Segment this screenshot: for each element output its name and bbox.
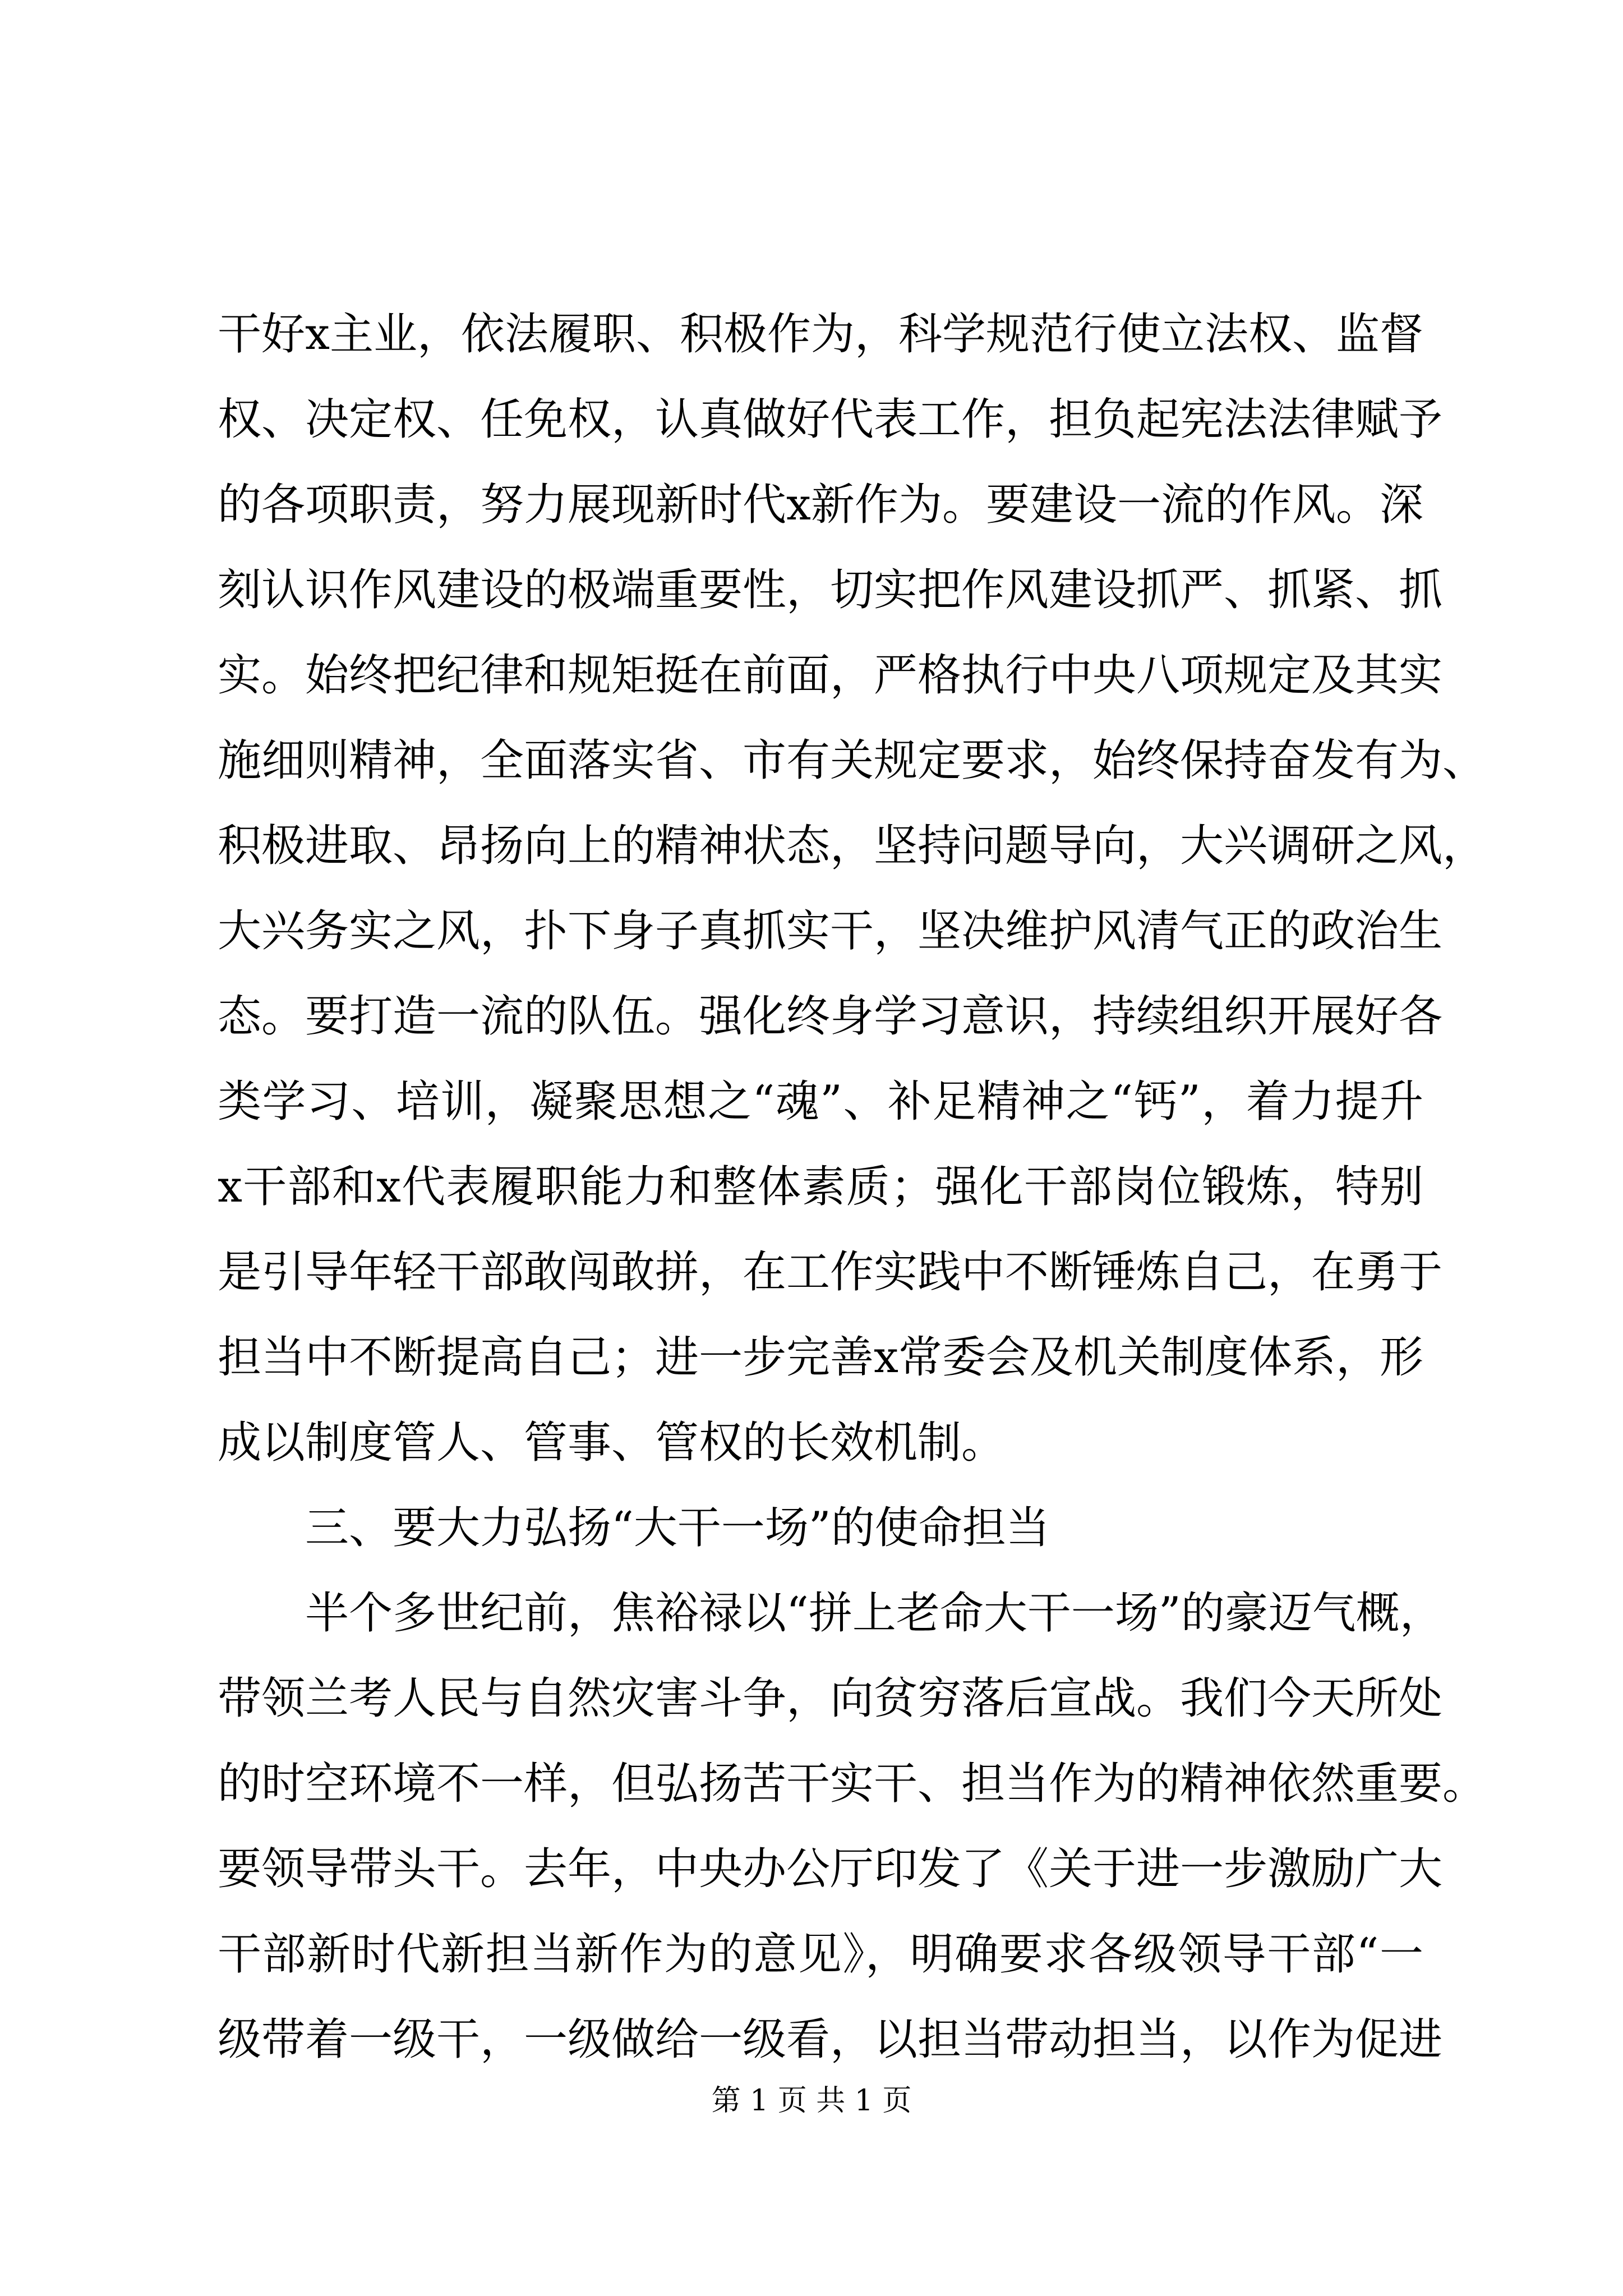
page-number: 第 1 页 共 1 页 [711, 2084, 912, 2118]
text-line: 大兴务实之风，扑下身子真抓实干，坚决维护风清气正的政治生 [218, 906, 1443, 956]
document-body [218, 292, 1487, 2082]
text-line: 权、决定权、任免权，认真做好代表工作，担负起宪法法律赋予 [218, 394, 1443, 445]
text-line: 级带着一级干，一级做给一级看，以担当带动担当，以作为促进 [218, 2014, 1443, 2065]
text-line: 成以制度管人、管事、管权的长效机制。 [218, 1418, 1006, 1468]
text-line: 实。始终把纪律和规矩挺在前面，严格执行中央八项规定及其实 [218, 650, 1443, 701]
text-line: 态。要打造一流的队伍。强化终身学习意识，持续组织开展好各 [218, 991, 1443, 1042]
text-line: 干好x主业，依法履职、积极作为，科学规范行使立法权、监督 [218, 309, 1423, 360]
text-line: 刻认识作风建设的极端重要性，切实把作风建设抓严、抓紧、抓 [218, 565, 1443, 615]
text-line: 半个多世纪前，焦裕禄以“拼上老命大干一场”的豪迈气概， [305, 1588, 1444, 1639]
text-line: 是引导年轻干部敢闯敢拼，在工作实践中不断锤炼自己，在勇于 [218, 1247, 1443, 1297]
text-line: 带领兰考人民与自然灾害斗争，向贫穷落后宣战。我们今天所处 [218, 1673, 1443, 1724]
text-line: 施细则精神，全面落实省、市有关规定要求，始终保持奋发有为、 [218, 735, 1487, 786]
text-line: 担当中不断提高自己；进一步完善x常委会及机关制度体系，形 [218, 1332, 1423, 1383]
text-line: 干部新时代新担当新作为的意见》，明确要求各级领导干部“一 [218, 1929, 1423, 1980]
text-line: 的时空环境不一样，但弘扬苦干实干、担当作为的精神依然重要。 [218, 1759, 1487, 1809]
text-line: 要领导带头干。去年，中央办公厅印发了《关于进一步激励广大 [218, 1844, 1443, 1894]
text-line: 的各项职责，努力展现新时代x新作为。要建设一流的作风。深 [218, 480, 1423, 530]
page-footer [0, 2081, 1623, 2120]
text-line: x干部和x代表履职能力和整体素质；强化干部岗位锻炼，特别 [218, 1162, 1423, 1212]
section-heading: 三、要大力弘扬“大干一场”的使命担当 [305, 1503, 1050, 1553]
text-line: 类学习、培训，凝聚思想之“魂”、补足精神之“钙”，着力提升 [218, 1076, 1423, 1127]
text-line: 积极进取、昂扬向上的精神状态，坚持问题导向，大兴调研之风， [218, 821, 1487, 871]
